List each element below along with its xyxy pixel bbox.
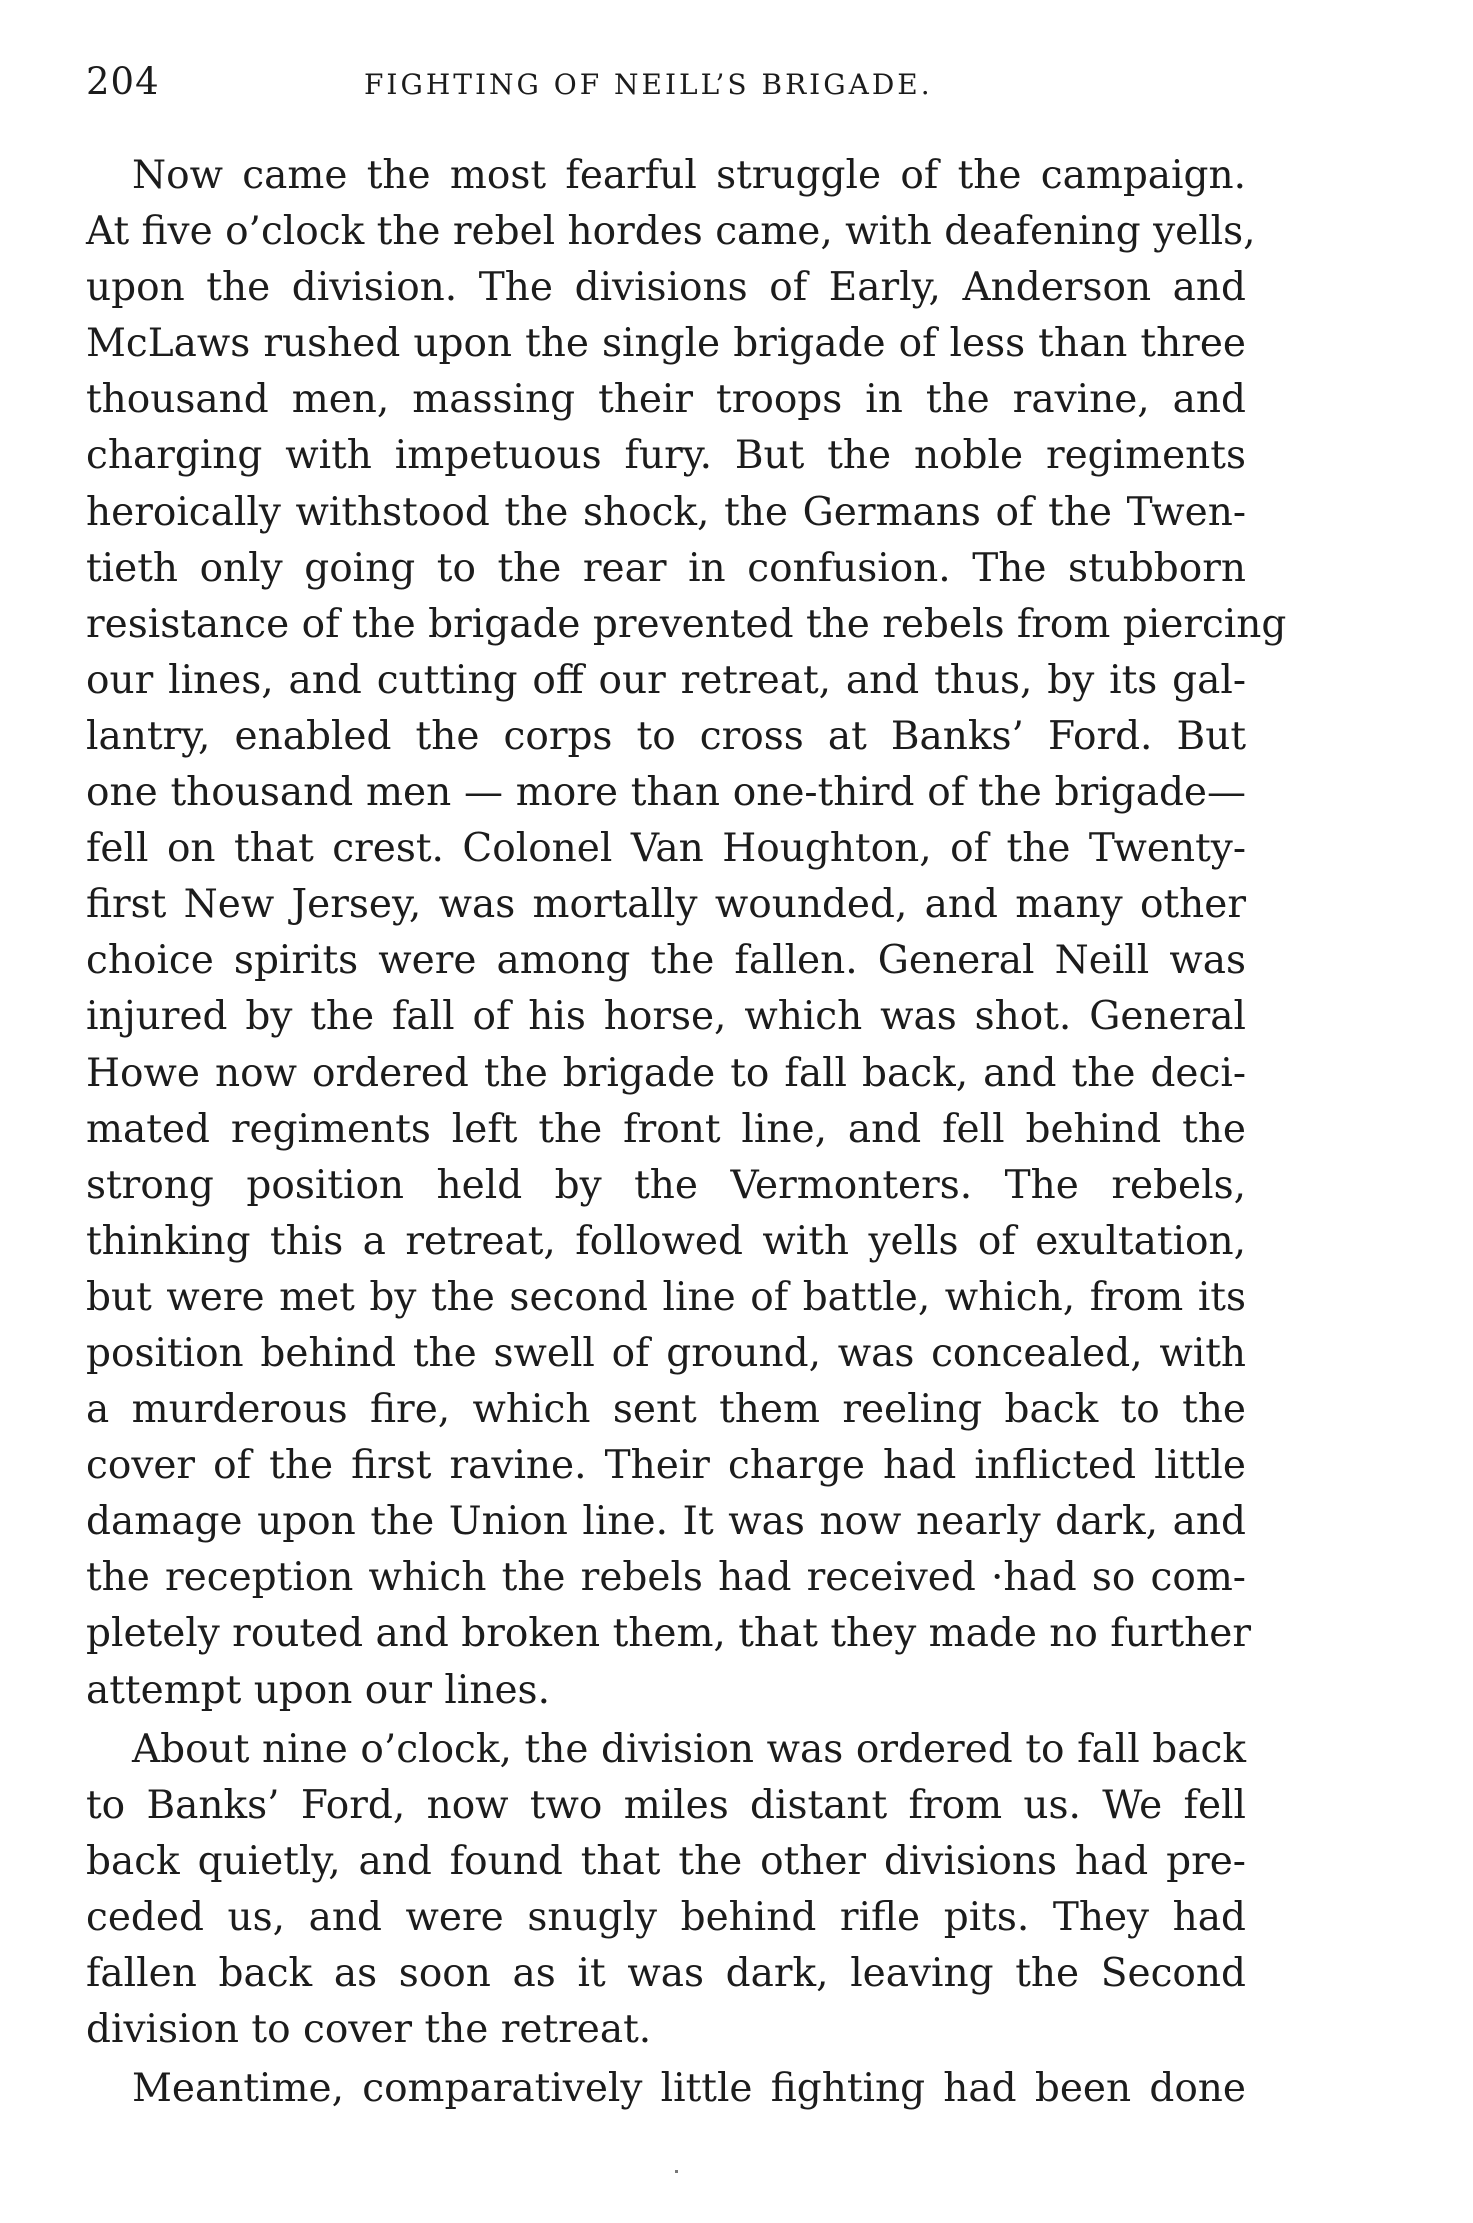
text-line: position behind the swell of ground, was concealed, with xyxy=(86,1330,1246,1376)
text-line: strong position held by the Vermonters. The rebels, xyxy=(86,1162,1246,1208)
paragraph-2 xyxy=(86,1722,1246,2059)
text-line: choice spirits were among the fallen. General Neill was xyxy=(86,938,1246,984)
text-line: charging with impetuous fury. But the noble regiments xyxy=(86,433,1246,479)
text-line: cover of the first ravine. Their charge had inflicted little xyxy=(86,1443,1246,1489)
page-number: 204 xyxy=(86,60,160,103)
text-line: pletely routed and broken them, that they made no further xyxy=(86,1611,1252,1657)
text-line: Now came the most fearful struggle of the campaign. xyxy=(132,153,1246,198)
text-line: thousand men, massing their troops in the ravine, and xyxy=(86,377,1246,423)
text-line: Howe now ordered the brigade to fall back, and the deci- xyxy=(86,1050,1246,1096)
text-line: tieth only going to the rear in confusion. The stubborn xyxy=(86,545,1246,591)
text-line: fallen back as soon as it was dark, leaving the Second xyxy=(86,1951,1246,1996)
text-line: division to cover the retreat. xyxy=(86,2007,652,2053)
text-line: Meantime, comparatively little fighting had been done xyxy=(132,2066,1246,2112)
text-line: At five o’clock the rebel hordes came, with deafening yells, xyxy=(86,209,1256,255)
text-line: to Banks’ Ford, now two miles distant from us. We fell xyxy=(86,1782,1246,1828)
text-line: attempt upon our lines. xyxy=(86,1667,550,1713)
text-line: upon the division. The divisions of Early, Anderson and xyxy=(86,265,1246,311)
text-line: resistance of the brigade prevented the rebels from piercing xyxy=(86,601,1287,647)
paragraph-3 xyxy=(86,2061,1246,2117)
text-line: mated regiments left the front line, and fell behind the xyxy=(86,1106,1246,1152)
text-line: fell on that crest. Colonel Van Houghton, of the Twenty- xyxy=(86,826,1246,872)
paragraph-1 xyxy=(86,148,1287,1719)
text-line: the reception which the rebels had received ·had so com- xyxy=(86,1555,1246,1601)
text-line: a murderous fire, which sent them reeling back to the xyxy=(86,1387,1246,1433)
text-line: thinking this a retreat, followed with yells of exultation, xyxy=(86,1218,1246,1264)
page-header xyxy=(86,60,1246,120)
text-line: but were met by the second line of battle, which, from its xyxy=(86,1274,1246,1320)
text-line: injured by the fall of his horse, which was shot. General xyxy=(86,994,1246,1040)
text-line: lantry, enabled the corps to cross at Banks’ Ford. But xyxy=(86,713,1246,759)
text-line: heroically withstood the shock, the Germans of the Twen- xyxy=(86,489,1246,535)
text-line: ceded us, and were snugly behind rifle pits. They had xyxy=(86,1894,1246,1940)
text-line: our lines, and cutting off our retreat, and thus, by its gal- xyxy=(86,657,1246,703)
print-speck xyxy=(675,2170,678,2173)
text-line: McLaws rushed upon the single brigade of less than three xyxy=(86,321,1246,367)
text-line: one thousand men — more than one-third of the brigade— xyxy=(86,770,1246,816)
text-line: first New Jersey, was mortally wounded, and many other xyxy=(86,882,1246,928)
body-text xyxy=(86,148,1287,2117)
text-line: back quietly, and found that the other divisions had pre- xyxy=(86,1838,1246,1884)
text-line: damage upon the Union line. It was now nearly dark, and xyxy=(86,1499,1246,1545)
running-head: FIGHTING OF NEILL’S BRIGADE. xyxy=(364,68,933,101)
text-line: About nine o’clock, the division was ordered to fall back xyxy=(132,1726,1246,1772)
